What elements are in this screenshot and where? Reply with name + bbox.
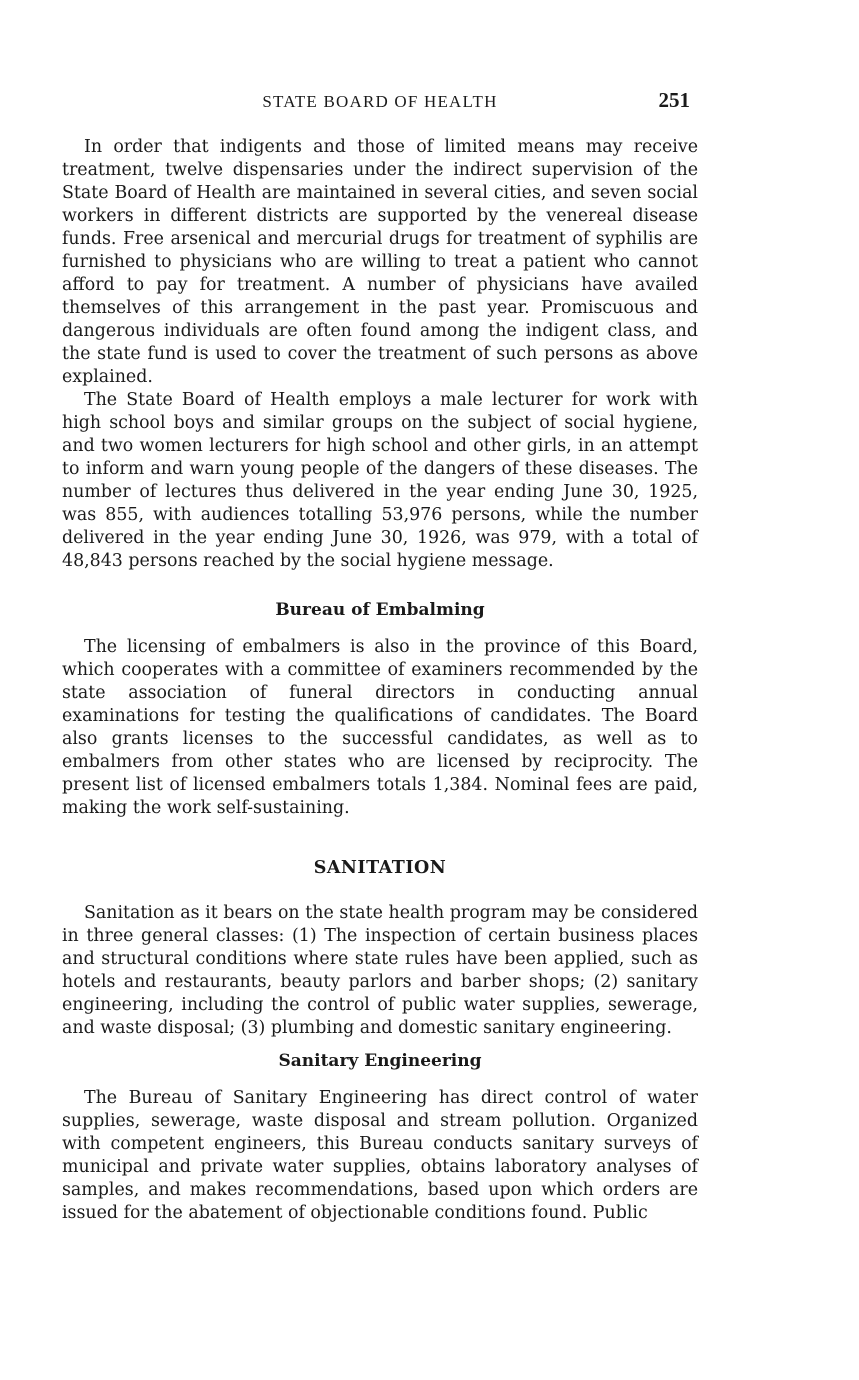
paragraph-sanitation: Sanitation as it bears on the state health program may be considered in three general classes: (1) The inspection of certain business places and structural conditions where state rules have been applied, such as hotels and restaurants, beauty parlors and barber shops; (2) sanitary engineering, including the control of public water supplies, sewerage, and waste disposal; (3) plumbing and domestic sanitary engineering. [62, 903, 698, 1038]
paragraph-embalming: The licensing of embalmers is also in the province of this Board, which cooperates with a committee of examiners recommended by the state association of funeral directors in conducting annual examinations for testing the qualifications of candidates. The Board also grants licenses to the successful candidates, as well as to embalmers from other states who are licensed by reciprocity. The present list of licensed embalmers totals 1,384. Nominal fees are paid, making the work self-sustaining. [62, 637, 698, 818]
heading-sanitation: SANITATION [313, 858, 447, 878]
paragraph-lecturers: The State Board of Health employs a male lecturer for work with high school boys and similar groups on the subject of social hygiene, and two women lecturers for high school and other girls, in an attempt to inform and warn young people of the dangers of these diseases. The number of lectures thus delivered in the year ending June 30, 1925, was 855, with audiences totalling 53,976 persons, while the number delivered in the year ending June 30, 1926, was 979, with a total of 48,843 persons reached by the social hygiene message. [62, 390, 698, 571]
paragraph-dispensaries: In order that indigents and those of limited means may receive treatment, twelve dispensaries under the indirect supervision of the State Board of Health are maintained in several cities, and seven social workers in different districts are supported by the venereal disease funds. Free arsenical and mercurial drugs for treatment of syphilis are furnished to physicians who are willing to treat a patient who cannot afford to pay for treatment. A number of physicians have availed themselves of this arrangement in the past year. Promiscuous and dangerous individuals are often found among the indigent class, and the state fund is used to cover the treatment of such persons as above explained. [62, 137, 698, 387]
running-header [62, 88, 698, 122]
page-number: 251 [658, 88, 690, 112]
heading-sanitary-engineering: Sanitary Engineering [278, 1051, 482, 1071]
heading-bureau-of-embalming: Bureau of Embalming [275, 600, 485, 620]
document-page [62, 88, 698, 1225]
paragraph-sanitary-engineering: The Bureau of Sanitary Engineering has direct control of water supplies, sewerage, waste disposal and stream pollution. Organized with competent engineers, this Bureau conducts sanitary surveys of municipal and private water supplies, obtains laboratory analyses of samples, and makes recommendations, based upon which orders are issued for the abatement of objectionable conditions found. Public [62, 1088, 698, 1223]
running-title: STATE BOARD OF HEALTH [262, 92, 498, 111]
